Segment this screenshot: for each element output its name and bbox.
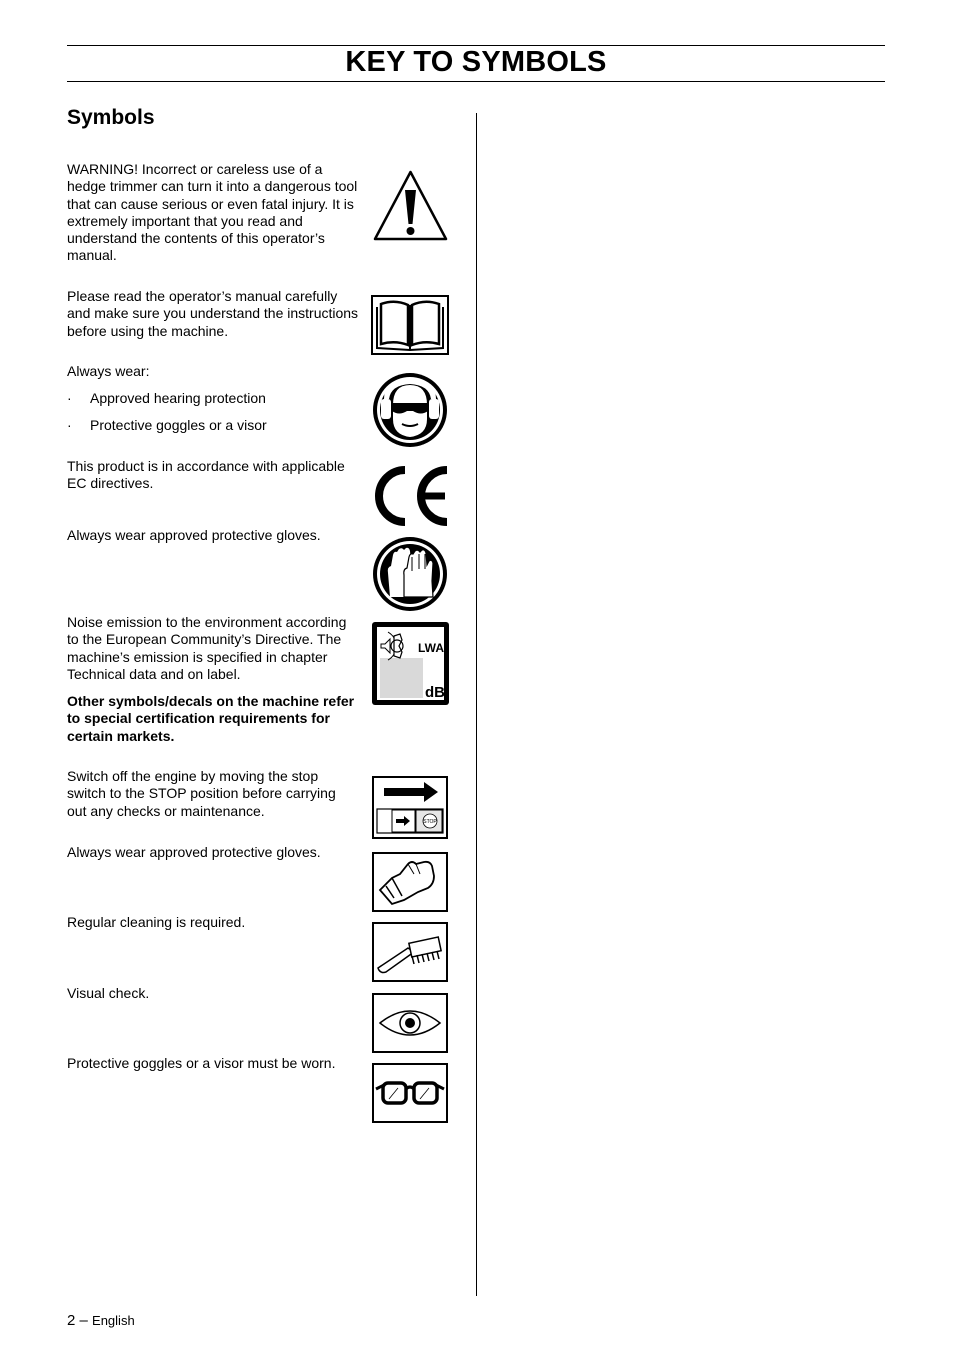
- bullet-text: Approved hearing protection: [90, 390, 266, 406]
- glove-icon: [372, 852, 448, 912]
- db-label: dB: [425, 684, 445, 701]
- manual-text: Please read the operator’s manual carefully and make sure you understand the instructions before using the machine.: [67, 288, 359, 339]
- page-footer: [67, 1312, 135, 1329]
- bullet-dot: ·: [67, 417, 72, 433]
- stop-label: STOP: [423, 819, 437, 825]
- cleaning-brush-icon: [372, 922, 448, 982]
- warning-triangle-icon: [372, 168, 449, 243]
- section-heading: Symbols: [67, 106, 155, 129]
- protective-gloves-icon: [371, 535, 449, 613]
- bullet-dot: ·: [67, 390, 72, 406]
- goggles-text: Protective goggles or a visor must be worn.: [67, 1055, 336, 1071]
- gloves-text: Always wear approved protective gloves.: [67, 527, 321, 543]
- cleaning-text: Regular cleaning is required.: [67, 914, 246, 930]
- glove-text: Always wear approved protective gloves.: [67, 844, 321, 860]
- noise-emission-label-icon: [372, 622, 449, 705]
- bullet-text: Protective goggles or a visor: [90, 417, 267, 433]
- column-divider: [476, 113, 477, 1296]
- always-wear-text: Always wear:: [67, 363, 150, 379]
- stop-switch-icon: [372, 776, 448, 839]
- stop-switch-text: Switch off the engine by moving the stop switch to the STOP position before carrying out any checks or maintenance.: [67, 768, 336, 819]
- hearing-eye-protection-icon: [371, 371, 449, 449]
- noise-text: Noise emission to the environment according to the European Community’s Directive. The machine’s emission is specified in chapter Technical data and on label.: [67, 614, 347, 682]
- operator-manual-icon: [371, 295, 449, 355]
- lwa-label: LWA: [418, 641, 444, 655]
- goggles-icon: [372, 1063, 448, 1123]
- eye-icon: [372, 993, 448, 1053]
- warning-text: WARNING! Incorrect or careless use of a hedge trimmer can turn it into a dangerous tool that can cause serious or even fatal injury. It is extremely important that you read and understand the contents of this operator’s manual.: [67, 161, 358, 264]
- visual-check-text: Visual check.: [67, 985, 150, 1001]
- page-number: 2 –: [67, 1312, 88, 1329]
- footer-language: English: [92, 1313, 135, 1328]
- other-symbols-note: Other symbols/decals on the machine refer to special certification requirements for certain markets.: [67, 693, 355, 744]
- page-title: KEY TO SYMBOLS: [345, 46, 607, 78]
- title-rule: [67, 81, 885, 82]
- ce-text: This product is in accordance with applicable EC directives.: [67, 458, 345, 492]
- ce-mark-icon: [371, 465, 451, 527]
